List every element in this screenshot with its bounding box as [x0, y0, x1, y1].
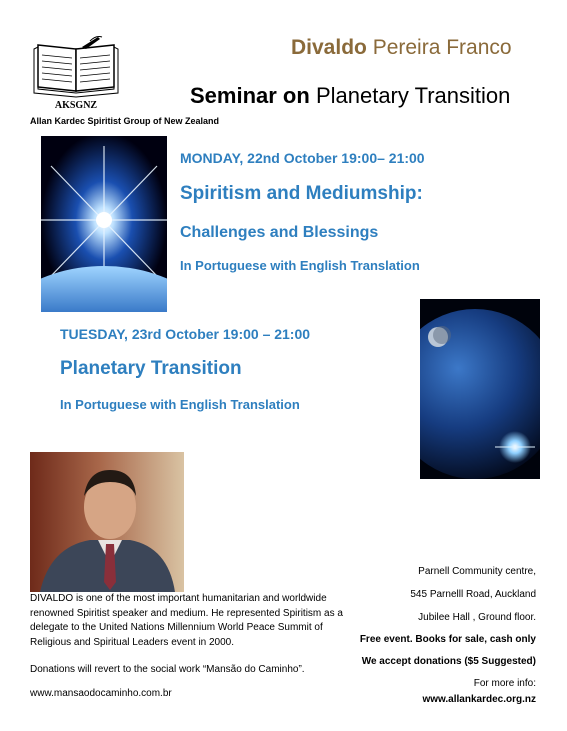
monday-subtitle: Challenges and Blessings: [180, 224, 379, 241]
aksgnz-logo: [30, 35, 125, 110]
donations-note: Donations will revert to the social work “Mansão do Caminho”.: [30, 664, 305, 675]
starburst-earth-image: [41, 136, 167, 312]
speaker-photo: [30, 452, 184, 592]
monday-title: Spiritism and Mediumship:: [180, 183, 423, 204]
mansao-website-link[interactable]: www.mansaodocaminho.com.br: [30, 688, 172, 699]
speaker-name: Divaldo Pereira Franco: [291, 36, 512, 59]
tuesday-title: Planetary Transition: [60, 358, 242, 379]
venue-name: Parnell Community centre,: [418, 566, 536, 577]
donations-suggested: We accept donations ($5 Suggested): [361, 656, 536, 667]
tuesday-date: TUESDAY, 23rd October 19:00 – 21:00: [60, 326, 311, 342]
group-name: Allan Kardec Spiritist Group of New Zealand: [30, 116, 220, 126]
venue-address: 545 Parnelll Road, Auckland: [410, 589, 536, 600]
seminar-title: Seminar on Planetary Transition: [190, 83, 511, 108]
speaker-bio: DIVALDO is one of the most important humanitarian and worldwide renowned Spiritist speaker and medium. He represented Spiritism as a delegate to the United Nations Millennium World Peace Summit of Religious and Spiritual Leaders event in 2000.: [30, 593, 343, 648]
more-info-label: For more info:: [473, 678, 536, 689]
monday-language: In Portuguese with English Translation: [180, 258, 420, 273]
allankardec-website-link[interactable]: www.allankardec.org.nz: [422, 694, 536, 705]
event-free-note: Free event. Books for sale, cash only: [359, 634, 536, 645]
venue-hall: Jubilee Hall , Ground floor.: [418, 612, 536, 623]
svg-text:AKSGNZ: AKSGNZ: [54, 100, 98, 110]
planet-moon-image: [420, 299, 540, 479]
monday-date: MONDAY, 22nd October 19:00– 21:00: [180, 150, 425, 166]
tuesday-language: In Portuguese with English Translation: [60, 397, 300, 412]
